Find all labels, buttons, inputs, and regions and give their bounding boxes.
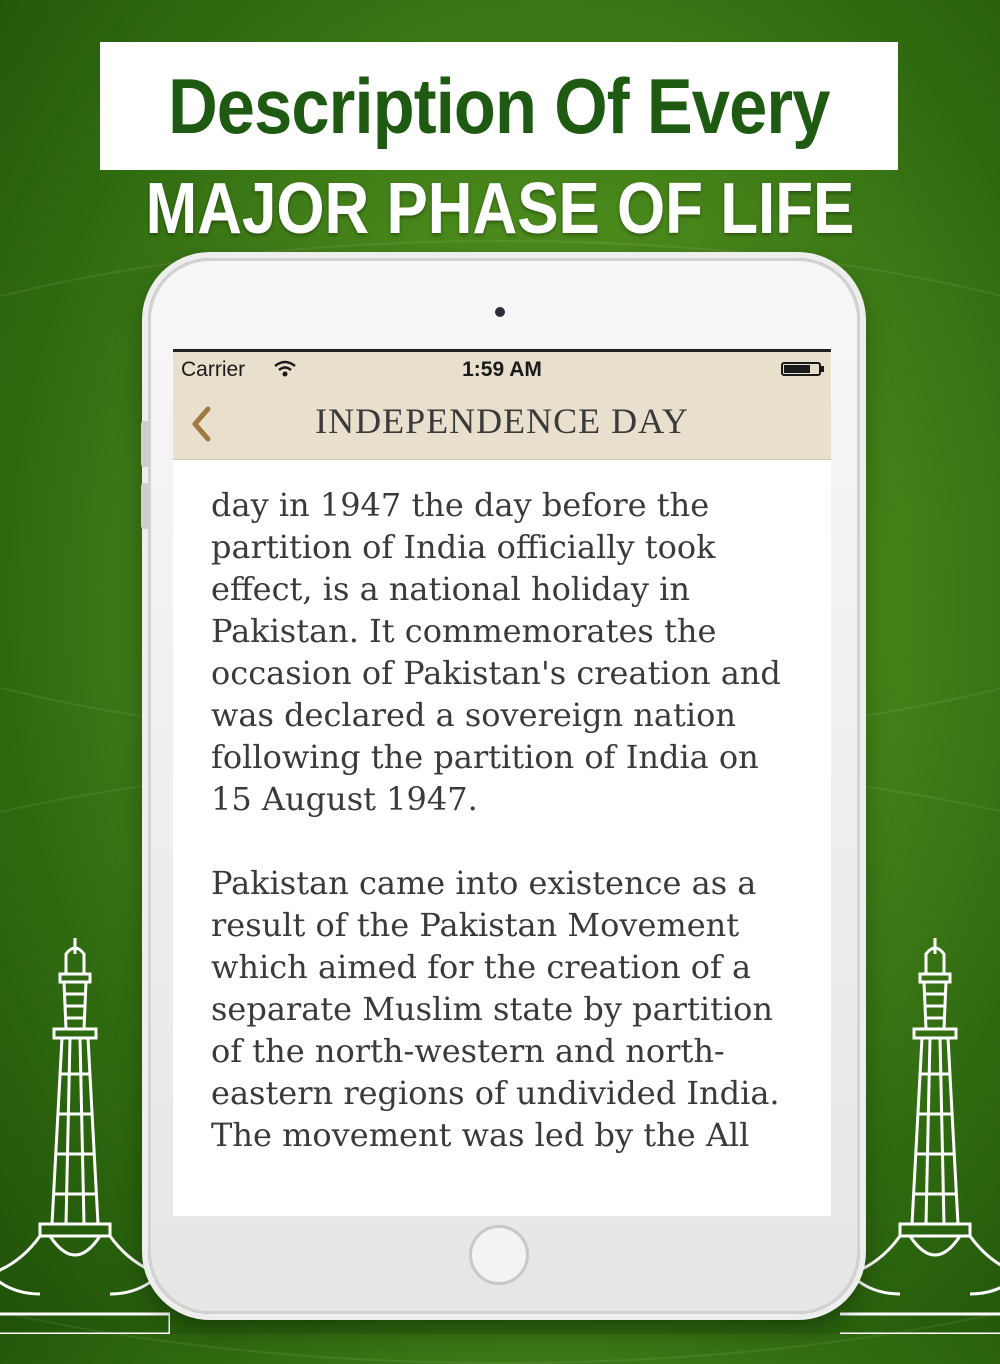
tower-illustration-left xyxy=(0,934,170,1334)
volume-down-button xyxy=(141,483,149,529)
battery-icon xyxy=(781,362,825,376)
article-paragraph: Pakistan came into existence as a result of the Pakistan Movement which aimed for the creation of a separate Muslim state by partition of the north-western and north-eastern regions of undivided India. The movement was led by the All xyxy=(211,864,780,1154)
home-button[interactable] xyxy=(469,1225,529,1285)
banner-box xyxy=(100,42,898,170)
banner-title: Description Of Every xyxy=(168,61,830,150)
article-paragraph: day in 1947 the day before the partition of India officially took effect, is a national holiday in Pakistan. It commemorates the occasion of Pakistan's creation and was declared a sovereign nation following the partition of India on 15 August 1947. xyxy=(211,486,781,818)
tower-illustration-right xyxy=(840,934,1000,1334)
article-content[interactable] xyxy=(173,460,831,1156)
status-time: 1:59 AM xyxy=(462,358,542,381)
app-screen xyxy=(173,349,831,1216)
banner-subtitle: MAJOR PHASE OF LIFE xyxy=(145,169,855,249)
navigation-bar xyxy=(173,352,831,460)
volume-up-button xyxy=(141,421,149,467)
tablet-device xyxy=(148,258,860,1314)
camera-icon xyxy=(495,307,505,317)
status-bar xyxy=(173,352,831,386)
nav-title: INDEPENDENCE DAY xyxy=(315,401,689,441)
carrier-label: Carrier xyxy=(181,358,246,381)
